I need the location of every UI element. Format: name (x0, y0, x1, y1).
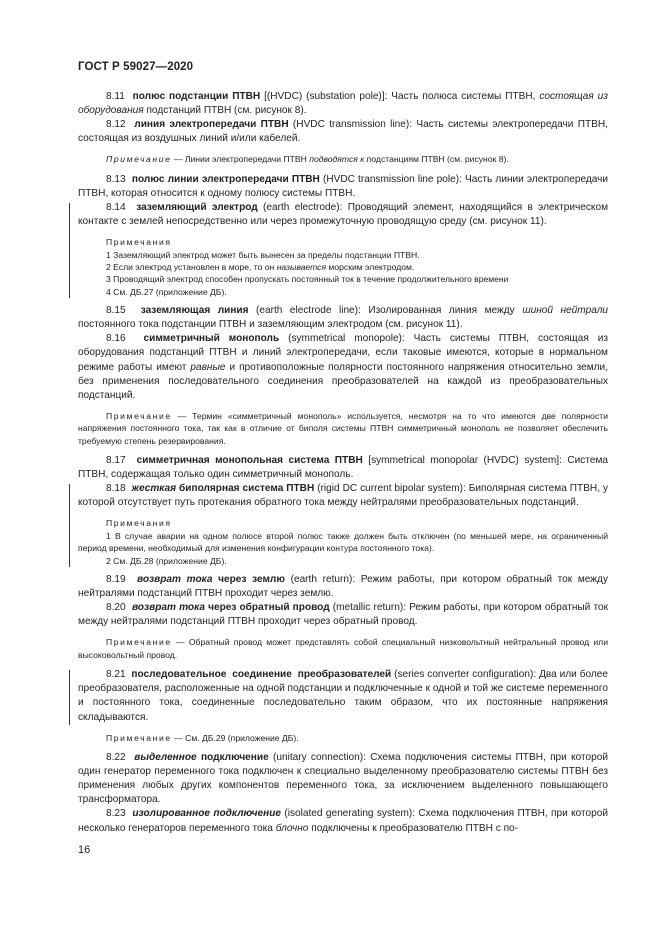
note-8-12: Примечание — Линии электропередачи ПТВН подводятся к подстанциям ПТВН (см. рисунок 8). (106, 154, 509, 165)
term-8-12: 8.12 линия электропередачи ПТВН (HVDC transmission line): Часть системы электропередачи ПТВН, состоящая из воздушных линий и/или кабелей. (78, 119, 608, 145)
note-item: 1 В случае аварии на одном полюсе второй полюс также должен быть отключен (по меньшей мере, на ограниченный период времени, необходимый для изменения конфигурации контура постоянного тока). (78, 530, 608, 554)
note-item: 3 Проводящий электрод способен пропускать постоянный ток в течение продолжительного времени (106, 274, 509, 285)
term-8-16: 8.16 симметричный монополь (symmetrical monopole): Часть системы ПТВН, состоящая из оборудования подстанций ПТВН и линий электропередачи, если таковые имеются, которые в нормальном режиме работы имеют равные и противоположные полярности постоянного напряжения относительно земли, без применения последовательного соединения преобразователей на каждой из преобразовательных подстанций. (78, 333, 608, 401)
term-8-20: 8.20 возврат тока через обратный провод (metallic return): Режим работы, при котором обратный ток между нейтралями подстанций ПТВН проходит через обратный провод. (78, 602, 608, 628)
notes-heading-8-14: Примечания (106, 237, 172, 248)
term-8-23: 8.23 изолированное подключение (isolated generating system): Схема подключения ПТВН, при которой несколько генераторов переменного тока блочно подключены к преобразователю ПТВН с по- (78, 808, 609, 834)
document-body (78, 90, 608, 836)
document-header: ГОСТ Р 59027—2020 (78, 61, 194, 73)
term-8-21: 8.21 последовательное соединение преобразователей (series converter configuration): Два или более преобразователя, расположенные на одной подстанции и подключенные к одной и той же системе переменного и постоянного тока, соединенные последовательно таким образом, что их постоянные напряжения складываются. (78, 669, 608, 723)
note-item: 4 См. ДБ.27 (приложение ДБ). (106, 286, 227, 297)
note-item: 2 См. ДБ.28 (приложение ДБ). (106, 555, 227, 566)
term-8-14: 8.14 заземляющий электрод (earth electrode): Проводящий элемент, находящийся в электрическом контакте с землей непосредственно или через промежуточную проводящую среду (см. рисунок 11). (78, 201, 609, 228)
note-8-21: Примечание — См. ДБ.29 (приложение ДБ). (106, 732, 299, 743)
note-8-16: Примечание — Термин «симметричный монополь» используется, несмотря на то что имеются две полярности напряжения постоянного тока, так как в отличие от биполя системы ПТВН симметричный монополь не позволяет обеспечить требуемую степень резервирования. (78, 410, 608, 446)
term-8-19: 8.19 возврат тока через землю (earth return): Режим работы, при котором обратный ток между нейтралями подстанций ПТВН проходит через землю. (78, 574, 608, 600)
page-number: 16 (78, 844, 91, 856)
note-item: 2 Если электрод установлен в море, то он называется морским электродом. (106, 261, 415, 272)
term-8-17: 8.17 симметричная монопольная система ПТВН [symmetrical monopolar (HVDC) system]: Система ПТВН, содержащая только один симметричный монополь. (78, 455, 609, 481)
term-8-22: 8.22 выделенное подключение (unitary connection): Схема подключения системы ПТВН, при которой один генератор переменного тока подключен к специально выделенному преобразователю системы ПТВН без применения любых других компонентов переменного тока, за исключением выделенного повышающего трансформатора. (78, 752, 608, 806)
revision-block-8-21 (78, 668, 608, 724)
notes-heading-8-18: Примечания (106, 518, 172, 529)
term-8-15: 8.15 заземляющая линия (earth electrode line): Изолированная линия между шиной нейтрали постоянного тока подстанции ПТВН и заземляющим электродом (см. рисунок 11). (78, 305, 608, 331)
revision-block-8-18 (78, 482, 608, 567)
term-8-18: 8.18 жесткая биполярная система ПТВН (rigid DC current bipolar system): Биполярная система ПТВН, у которой отсутствует путь протекания обратного тока между нейтралями преобразовательных подстанций. (78, 483, 609, 509)
note-item: 1 Заземляющий электрод может быть вынесен за пределы подстанции ПТВН. (106, 249, 420, 260)
note-8-20: Примечание — Обратный провод может представлять собой специальный низковольтный нейтральный провод или высоковольтный провод. (78, 637, 608, 660)
term-8-13: 8.13 полюс линии электропередачи ПТВН (HVDC transmission line pole): Часть линии электропередачи ПТВН, которая относится к одному полюсу системы ПТВН. (78, 173, 609, 199)
term-8-11: 8.11 полюс подстанции ПТВН [(HVDC) (substation pole)]: Часть полюса системы ПТВН, состоящая из оборудования подстанций ПТВН (см. рисунок 8). (78, 91, 608, 117)
revision-block-8-14 (78, 201, 608, 298)
